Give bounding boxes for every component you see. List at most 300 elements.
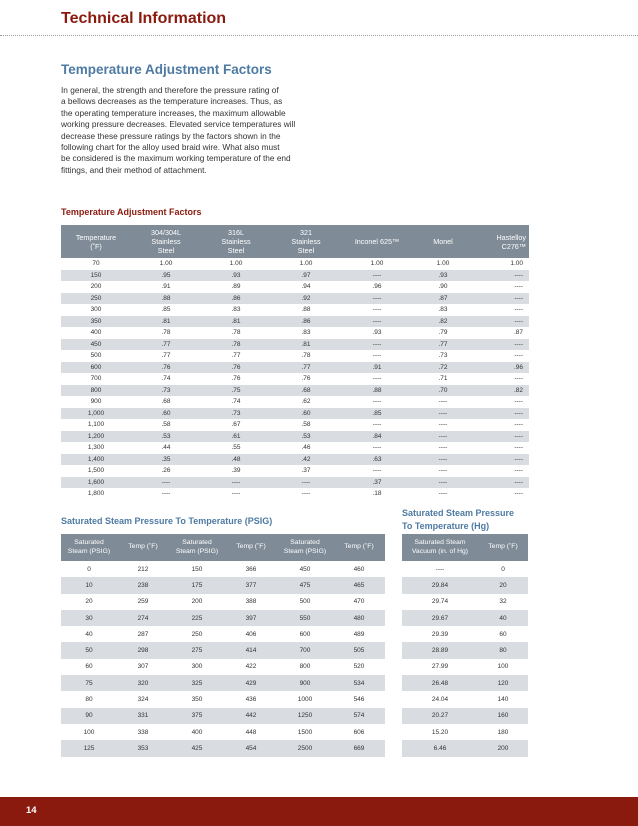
table-row (402, 561, 528, 577)
table-cell: .95 (161, 271, 171, 279)
table-cell: .82 (438, 317, 448, 325)
table-row (61, 270, 529, 282)
table-cell: .67 (231, 421, 241, 429)
table-row (61, 610, 385, 626)
table-cell: 1,400 (87, 455, 105, 463)
table-row (61, 316, 529, 328)
table-header-row (402, 534, 528, 561)
table-cell: .46 (301, 444, 311, 452)
table-cell: 550 (299, 614, 311, 622)
column-header: Saturated Steam (PSIG) (67, 539, 111, 555)
psig-table-title: Saturated Steam Pressure To Temperature (PSIG) (61, 516, 273, 526)
table-cell: 429 (245, 679, 257, 687)
table-cell: 325 (191, 679, 203, 687)
table-cell: .91 (161, 283, 171, 291)
column-header: Saturated Steam (PSIG) (175, 539, 219, 555)
table-cell: .58 (161, 421, 171, 429)
table-cell: .92 (301, 294, 311, 302)
table-row (402, 675, 528, 691)
table-row (61, 465, 529, 477)
table-cell: .42 (301, 455, 311, 463)
table-row (61, 708, 385, 724)
table-header-row (61, 225, 529, 258)
table-cell: 300 (90, 306, 102, 314)
steam-hg-table (402, 534, 528, 757)
column-header: Saturated Steam (PSIG) (283, 539, 327, 555)
hg-title-line: To Temperature (Hg) (402, 520, 490, 531)
table-cell: 1,100 (87, 421, 105, 429)
table-cell: 400 (90, 329, 102, 337)
page-footer-bar (0, 797, 638, 826)
table-cell: 1,600 (87, 478, 105, 486)
table-cell: 27.99 (431, 663, 449, 671)
table-cell: 400 (191, 728, 203, 736)
table-cell: 331 (137, 712, 149, 720)
table-row (61, 385, 529, 397)
table-cell: ---- (372, 306, 382, 314)
table-row (61, 675, 385, 691)
table-cell: 1,500 (87, 467, 105, 475)
column-header: Temperature (˚F) (75, 232, 117, 251)
table-cell: ---- (438, 444, 448, 452)
table-cell: 29.74 (431, 598, 449, 606)
table-cell: .78 (231, 340, 241, 348)
table-cell: 15.20 (431, 728, 449, 736)
table-cell: 500 (299, 598, 311, 606)
table-cell: 29.67 (431, 614, 449, 622)
table-cell: 30 (85, 614, 93, 622)
hg-title-line: Saturated Steam Pressure (402, 508, 515, 518)
table-cell: .76 (161, 363, 171, 371)
intro-line: In general, the strength and therefore the pressure rating of (61, 85, 279, 95)
table-cell: ---- (372, 421, 382, 429)
column-header: Temp (˚F) (128, 543, 158, 551)
table-cell: 40 (499, 614, 507, 622)
table-cell: 1000 (297, 696, 313, 704)
table-cell: ---- (514, 352, 523, 360)
table-row (402, 708, 528, 724)
table-cell: 460 (353, 565, 365, 573)
table-cell: 1,200 (87, 432, 105, 440)
table-cell: ---- (301, 490, 311, 498)
table-cell: 120 (497, 679, 509, 687)
table-cell: .78 (161, 329, 171, 337)
table-cell: 20 (499, 581, 507, 589)
table-cell: ---- (161, 490, 171, 498)
table-cell: 475 (299, 581, 311, 589)
table-cell: .55 (231, 444, 241, 452)
table-cell: 250 (191, 630, 203, 638)
table-cell: ---- (514, 467, 523, 475)
table-cell: 90 (85, 712, 93, 720)
table-cell: 150 (191, 565, 203, 573)
table-row (61, 258, 529, 270)
table-cell: .77 (161, 352, 171, 360)
table-cell: 505 (353, 647, 365, 655)
table-row (402, 659, 528, 675)
table-cell: 546 (353, 696, 365, 704)
table-row (61, 293, 529, 305)
table-cell: 212 (137, 565, 149, 573)
table-cell: ---- (514, 271, 523, 279)
table-cell: .76 (301, 375, 311, 383)
table-cell: 442 (245, 712, 257, 720)
table-cell: 465 (353, 581, 365, 589)
table-cell: .91 (372, 363, 382, 371)
table-cell: ---- (372, 317, 382, 325)
table-cell: 50 (85, 647, 93, 655)
table-cell: .68 (301, 386, 311, 394)
table-cell: .88 (372, 386, 382, 394)
column-header: 304/304L Stainless Steel (151, 228, 181, 255)
table-cell: ---- (372, 340, 382, 348)
table-cell: ---- (161, 478, 171, 486)
table-cell: 1250 (297, 712, 313, 720)
table-cell: 28.89 (431, 647, 449, 655)
table-cell: 140 (497, 696, 509, 704)
table-row (61, 740, 385, 756)
table-cell: .71 (438, 375, 448, 383)
table-cell: 0 (501, 565, 505, 573)
page-number: 14 (26, 805, 37, 816)
table-row (61, 454, 529, 466)
intro-line: fittings, and their method of attachment. (61, 164, 207, 175)
table-cell: .62 (301, 398, 311, 406)
taf-table-title: Temperature Adjustment Factors (61, 207, 202, 217)
table-cell: .75 (231, 386, 241, 394)
table-cell: ---- (514, 421, 523, 429)
table-cell: .79 (438, 329, 448, 337)
table-cell: 24.04 (431, 696, 449, 704)
table-row (61, 477, 529, 489)
page-header-title: Technical Information (61, 10, 227, 27)
table-cell: 574 (353, 712, 365, 720)
table-cell: 275 (191, 647, 203, 655)
table-cell: 1500 (297, 728, 313, 736)
table-cell: 350 (191, 696, 203, 704)
table-cell: 225 (191, 614, 203, 622)
table-cell: .81 (161, 317, 171, 325)
table-cell: .81 (301, 340, 311, 348)
table-cell: 238 (137, 581, 149, 589)
table-cell: .86 (301, 317, 311, 325)
table-row (61, 304, 529, 316)
table-cell: .73 (161, 386, 171, 394)
table-cell: ---- (514, 444, 523, 452)
table-row (402, 626, 528, 642)
table-cell: .39 (231, 467, 241, 475)
table-cell: 200 (191, 598, 203, 606)
table-cell: .26 (161, 467, 171, 475)
intro-line: the operating temperature increases, the maximum allowable (61, 107, 286, 118)
table-row (61, 488, 529, 500)
table-cell: ---- (514, 409, 523, 417)
table-cell: ---- (372, 467, 382, 475)
table-cell: 520 (353, 663, 365, 671)
table-cell: .37 (301, 467, 311, 475)
table-cell: .35 (161, 455, 171, 463)
table-cell: .84 (372, 432, 382, 440)
column-header: Saturated Steam Vacuum (in. of Hg) (411, 539, 469, 555)
table-row (402, 594, 528, 610)
table-cell: ---- (438, 478, 448, 486)
table-cell: 320 (137, 679, 149, 687)
table-cell: 489 (353, 630, 365, 638)
column-header: Monel (433, 237, 453, 246)
intro-line: working pressure decreases. Elevated service temperatures will (61, 119, 296, 130)
table-cell: 606 (353, 728, 365, 736)
table-row (402, 691, 528, 707)
table-cell: 60 (85, 663, 93, 671)
table-cell: 600 (90, 363, 102, 371)
table-cell: .82 (513, 386, 523, 394)
table-cell: ---- (514, 398, 523, 406)
table-cell: .73 (438, 352, 448, 360)
table-cell: 900 (299, 679, 311, 687)
table-cell: .44 (161, 444, 171, 452)
table-cell: .89 (231, 283, 241, 291)
table-row (61, 431, 529, 443)
table-cell: 900 (90, 398, 102, 406)
table-cell: .58 (301, 421, 311, 429)
table-cell: 6.46 (433, 744, 447, 752)
table-cell: 100 (497, 663, 509, 671)
table-cell: ---- (514, 432, 523, 440)
table-cell: ---- (301, 478, 311, 486)
table-cell: 32 (499, 598, 507, 606)
table-cell: .83 (438, 306, 448, 314)
table-cell: 470 (353, 598, 365, 606)
table-row (402, 642, 528, 658)
table-cell: 454 (245, 744, 257, 752)
table-cell: ---- (372, 271, 382, 279)
table-cell: .48 (231, 455, 241, 463)
steam-psig-table (61, 534, 385, 757)
table-row (61, 442, 529, 454)
table-cell: .63 (372, 455, 382, 463)
table-cell: ---- (372, 398, 382, 406)
table-cell: ---- (231, 490, 241, 498)
table-cell: ---- (514, 306, 523, 314)
table-row (61, 561, 385, 577)
table-cell: .53 (301, 432, 311, 440)
table-row (61, 594, 385, 610)
table-row (402, 724, 528, 740)
table-cell: 366 (245, 565, 257, 573)
table-cell: ---- (514, 340, 523, 348)
column-header: Temp (˚F) (236, 543, 266, 551)
table-cell: .37 (372, 478, 382, 486)
table-cell: 450 (90, 340, 102, 348)
table-cell: ---- (372, 375, 382, 383)
table-header-row (61, 534, 385, 561)
table-cell: ---- (438, 421, 448, 429)
table-cell: .53 (161, 432, 171, 440)
table-cell: 10 (85, 581, 93, 589)
table-cell: .77 (161, 340, 171, 348)
table-cell: 300 (191, 663, 203, 671)
table-cell: ---- (514, 294, 523, 302)
table-cell: 1.00 (229, 260, 243, 268)
table-cell: 200 (90, 283, 102, 291)
table-cell: ---- (372, 444, 382, 452)
table-cell: .93 (231, 271, 241, 279)
table-cell: 160 (497, 712, 509, 720)
table-cell: 60 (499, 630, 507, 638)
table-cell: 80 (499, 647, 507, 655)
hg-table-title (402, 507, 514, 532)
table-cell: .96 (513, 363, 523, 371)
table-cell: .68 (161, 398, 171, 406)
table-cell: ---- (438, 490, 448, 498)
table-cell: .60 (161, 409, 171, 417)
table-cell: .74 (231, 398, 241, 406)
table-row (61, 642, 385, 658)
table-cell: ---- (438, 467, 448, 475)
table-row (61, 626, 385, 642)
table-cell: 274 (137, 614, 149, 622)
table-cell: 338 (137, 728, 149, 736)
table-cell: 1,300 (87, 444, 105, 452)
column-header: 316L Stainless Steel (221, 228, 251, 255)
table-cell: 150 (90, 271, 102, 279)
table-row (61, 281, 529, 293)
table-cell: 75 (85, 679, 93, 687)
table-cell: 1.00 (370, 260, 384, 268)
table-cell: ---- (438, 455, 448, 463)
table-cell: 40 (85, 630, 93, 638)
table-cell: .93 (438, 271, 448, 279)
intro-line: be considered is the maximum working temperature of the end (61, 153, 291, 164)
table-cell: 425 (191, 744, 203, 752)
table-cell: 448 (245, 728, 257, 736)
table-cell: 29.84 (431, 581, 449, 589)
table-cell: .85 (372, 409, 382, 417)
table-cell: .78 (231, 329, 241, 337)
table-cell: 600 (299, 630, 311, 638)
table-cell: 250 (90, 294, 102, 302)
table-row (61, 327, 529, 339)
table-cell: 450 (299, 565, 311, 573)
table-cell: 20 (85, 598, 93, 606)
table-cell: 406 (245, 630, 257, 638)
table-cell: ---- (372, 294, 382, 302)
table-cell: .83 (301, 329, 311, 337)
table-cell: .81 (231, 317, 241, 325)
table-cell: 1.00 (299, 260, 313, 268)
header-divider (0, 35, 638, 36)
intro-line: following chart for the alloy used braid wire. What also must (61, 142, 280, 153)
table-cell: .76 (231, 375, 241, 383)
table-cell: 377 (245, 581, 257, 589)
table-row (402, 610, 528, 626)
table-cell: .94 (301, 283, 311, 291)
table-cell: ---- (514, 490, 523, 498)
table-cell: 375 (191, 712, 203, 720)
section-title: Temperature Adjustment Factors (61, 62, 272, 77)
table-cell: 26.48 (431, 679, 449, 687)
table-cell: ---- (514, 283, 523, 291)
table-cell: 500 (90, 352, 102, 360)
table-cell: ---- (514, 317, 523, 325)
table-cell: .87 (438, 294, 448, 302)
table-cell: ---- (438, 432, 448, 440)
table-cell: .83 (231, 306, 241, 314)
table-cell: .77 (301, 363, 311, 371)
table-cell: 287 (137, 630, 149, 638)
table-cell: .77 (231, 352, 241, 360)
table-row (61, 577, 385, 593)
table-cell: 175 (191, 581, 203, 589)
table-cell: .88 (301, 306, 311, 314)
table-cell: 29.39 (431, 630, 449, 638)
table-cell: 350 (90, 317, 102, 325)
table-cell: 307 (137, 663, 149, 671)
table-cell: .70 (438, 386, 448, 394)
column-header: Temp (˚F) (488, 543, 518, 551)
table-cell: 125 (83, 744, 95, 752)
table-cell: .72 (438, 363, 448, 371)
table-cell: ---- (438, 398, 448, 406)
table-cell: 100 (83, 728, 95, 736)
table-cell: 800 (299, 663, 311, 671)
table-cell: ---- (372, 352, 382, 360)
table-cell: 2500 (297, 744, 313, 752)
table-cell: 70 (92, 260, 100, 268)
table-cell: 1.00 (436, 260, 450, 268)
table-cell: 422 (245, 663, 257, 671)
table-cell: .97 (301, 271, 311, 279)
column-header: Temp (˚F) (344, 543, 374, 551)
table-cell: 700 (90, 375, 102, 383)
table-row (61, 396, 529, 408)
table-cell: ---- (514, 478, 523, 486)
intro-line: a bellows decreases as the temperature increases. Thus, as (61, 96, 283, 107)
table-row (61, 659, 385, 675)
intro-paragraph (61, 85, 326, 176)
table-cell: 1.00 (159, 260, 173, 268)
table-row (402, 740, 528, 756)
table-cell: .76 (231, 363, 241, 371)
table-cell: .78 (301, 352, 311, 360)
table-row (61, 339, 529, 351)
table-cell: .73 (231, 409, 241, 417)
table-row (61, 691, 385, 707)
table-row (61, 419, 529, 431)
table-cell: 180 (497, 728, 509, 736)
table-cell: .74 (161, 375, 171, 383)
table-row (402, 577, 528, 593)
table-cell: .85 (161, 306, 171, 314)
table-cell: .18 (372, 490, 382, 498)
table-cell: 534 (353, 679, 365, 687)
table-cell: .90 (438, 283, 448, 291)
table-cell: 700 (299, 647, 311, 655)
table-cell: ---- (231, 478, 241, 486)
table-cell: 298 (137, 647, 149, 655)
table-cell: .86 (231, 294, 241, 302)
table-cell: 480 (353, 614, 365, 622)
column-header: 321 Stainless Steel (291, 228, 321, 255)
column-header: Inconel 625™ (354, 237, 400, 246)
table-cell: 388 (245, 598, 257, 606)
table-cell: 200 (497, 744, 509, 752)
table-cell: 397 (245, 614, 257, 622)
table-cell: ---- (438, 409, 448, 417)
table-cell: ---- (514, 375, 523, 383)
table-cell: .60 (301, 409, 311, 417)
table-cell: 20.27 (431, 712, 449, 720)
